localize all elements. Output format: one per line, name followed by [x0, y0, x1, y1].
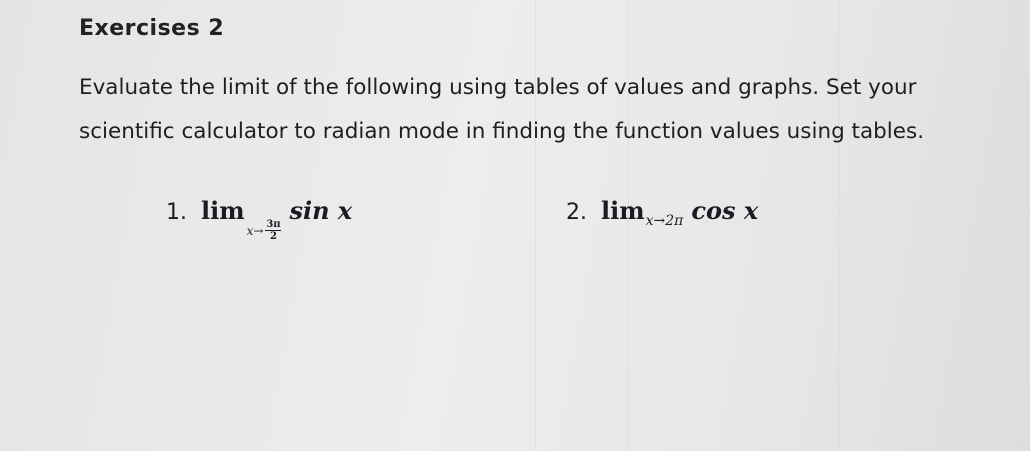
- instructions-paragraph: [79, 66, 1009, 154]
- approach-fraction: [265, 219, 281, 242]
- limit-subscript: [247, 220, 282, 243]
- fraction-numerator: 3π: [266, 218, 281, 230]
- instructions-line-1: Evaluate the limit of the following using tables of values and graphs. Set your: [79, 75, 917, 100]
- problem-1: [166, 196, 353, 242]
- limit-function: cos x: [691, 196, 759, 225]
- problem-2: [566, 196, 759, 229]
- exercise-heading: Exercises 2: [79, 16, 225, 41]
- limit-operator: lim: [601, 196, 645, 225]
- problem-number: 1.: [166, 200, 187, 225]
- limit-subscript: x→2π: [645, 213, 684, 229]
- fraction-denominator: 2: [269, 230, 277, 242]
- limit-function: sin x: [289, 196, 353, 225]
- instructions-line-2: scientific calculator to radian mode in finding the function values using tables.: [79, 119, 925, 144]
- problem-number: 2.: [566, 200, 587, 225]
- limit-operator: lim: [201, 196, 245, 225]
- approach-variable: x→: [246, 224, 264, 238]
